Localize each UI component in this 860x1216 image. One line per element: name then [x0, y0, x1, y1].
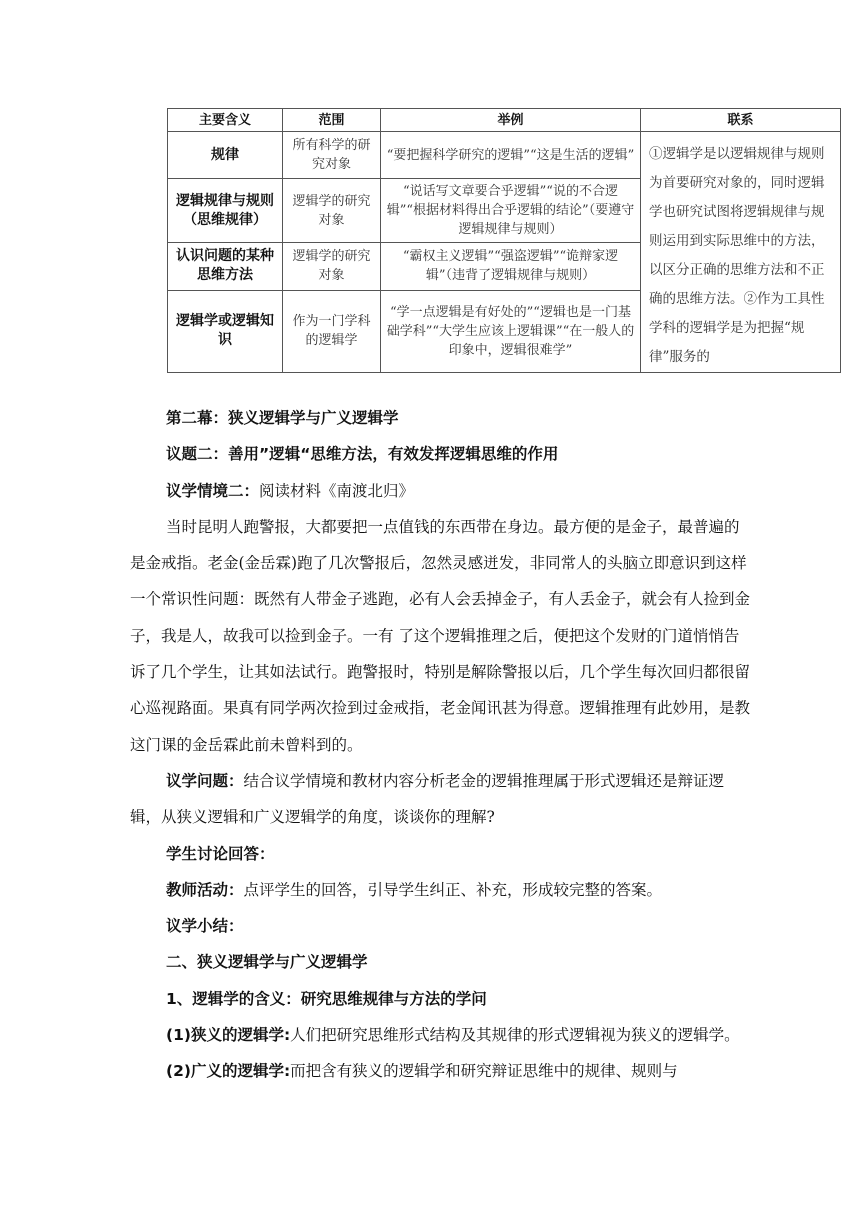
broad-label: (2)广义的逻辑学: — [166, 1062, 291, 1081]
row-term: 规律 — [168, 132, 283, 179]
row-term: 逻辑学或逻辑知识 — [168, 290, 283, 372]
table-row — [168, 132, 841, 179]
row-example: “说话写文章要合乎逻辑”“说的不合逻辑”“根据材料得出合乎逻辑的结论”（要遵守逻辑规律与规则） — [381, 179, 641, 243]
row-scope: 逻辑学的研究对象 — [283, 179, 381, 243]
logic-meaning-table-container — [167, 108, 840, 373]
narrow-logic-paragraph — [130, 1017, 750, 1053]
section-title: 二、狭义逻辑学与广义逻辑学 — [166, 953, 368, 972]
question-paragraph — [130, 763, 750, 836]
narrow-label: (1)狭义的逻辑学: — [166, 1026, 291, 1045]
broad-text: 而把含有狭义的逻辑学和研究辩证思维中的规律、规则与 — [290, 1062, 678, 1081]
row-term: 认识问题的某种思维方法 — [168, 243, 283, 290]
row-example: “学一点逻辑是有好处的”“逻辑也是一门基础学科”“大学生应该上逻辑课”“在一般人的印象中，逻辑很难学” — [381, 290, 641, 372]
narrow-text: 人们把研究思维形式结构及其规律的形式逻辑视为狭义的逻辑学。 — [290, 1026, 740, 1045]
header-relation: 联系 — [641, 109, 841, 132]
header-scope: 范围 — [283, 109, 381, 132]
broad-logic-paragraph — [130, 1053, 750, 1089]
row-example: “要把握科学研究的逻辑”“这是生活的逻辑” — [381, 132, 641, 179]
lesson-content — [130, 400, 750, 1090]
header-meaning: 主要含义 — [168, 109, 283, 132]
table-header-row — [168, 109, 841, 132]
teacher-line — [130, 872, 750, 908]
logic-meaning-table — [167, 108, 841, 373]
situation-text: 阅读材料《南渡北归》 — [259, 481, 415, 500]
situation-line — [130, 473, 750, 509]
row-scope: 逻辑学的研究对象 — [283, 243, 381, 290]
question-label: 议学问题： — [166, 771, 244, 790]
question-text: 结合议学情境和教材内容分析老金的逻辑推理属于形式逻辑还是辩证逻辑，从狭义逻辑和广义逻辑学的角度，谈谈你的理解? — [130, 771, 725, 827]
relation-cell: ①逻辑学是以逻辑规律与规则为首要研究对象的，同时逻辑学也研究试图将逻辑规律与规则运用到实际思维中的方法，以区分正确的思维方法和不正确的思维方法。②作为工具性学科的逻辑学是为把握“规律”服务的 — [641, 132, 841, 373]
topic-heading: 议题二：善用”逻辑“思维方法，有效发挥逻辑思维的作用 — [166, 445, 559, 464]
discussion-label: 学生讨论回答： — [166, 844, 275, 863]
point-one: 1、逻辑学的含义：研究思维规律与方法的学问 — [166, 989, 487, 1008]
row-scope: 所有科学的研究对象 — [283, 132, 381, 179]
summary-label: 议学小结： — [166, 917, 244, 936]
teacher-label: 教师活动： — [166, 880, 244, 899]
act-title: 第二幕：狭义逻辑学与广义逻辑学 — [166, 409, 399, 427]
situation-label: 议学情境二： — [166, 481, 260, 500]
story-paragraph: 当时昆明人跑警报，大都要把一点值钱的东西带在身边。最方便的是金子，最普遍的是金戒指。老金(金岳霖)跑了几次警报后，忽然灵感迸发，非同常人的头脑立即意识到这样一个常识性问题：既然有人带金子逃跑，必有人会丢掉金子，有人丢金子，就会有人捡到金子，我是人，故我可以捡到金子。一有 了这个逻辑推理之后，便把这个发财的门道悄悄告诉了几个学生，让其如法试行。跑警报时，特别是解除警报以后，几个学生每次回归都很留心巡视路面。果真有同学两次捡到过金戒指，老金闻讯甚为得意。逻辑推理有此妙用，是教这门课的金岳霖此前未曾料到的。 — [130, 517, 751, 754]
teacher-text: 点评学生的回答，引导学生纠正、补充，形成较完整的答案。 — [243, 880, 663, 899]
row-example: “霸权主义逻辑”“强盗逻辑”“诡辩家逻辑”（违背了逻辑规律与规则） — [381, 243, 641, 290]
row-scope: 作为一门学科的逻辑学 — [283, 290, 381, 372]
row-term: 逻辑规律与规则（思维规律） — [168, 179, 283, 243]
header-example: 举例 — [381, 109, 641, 132]
